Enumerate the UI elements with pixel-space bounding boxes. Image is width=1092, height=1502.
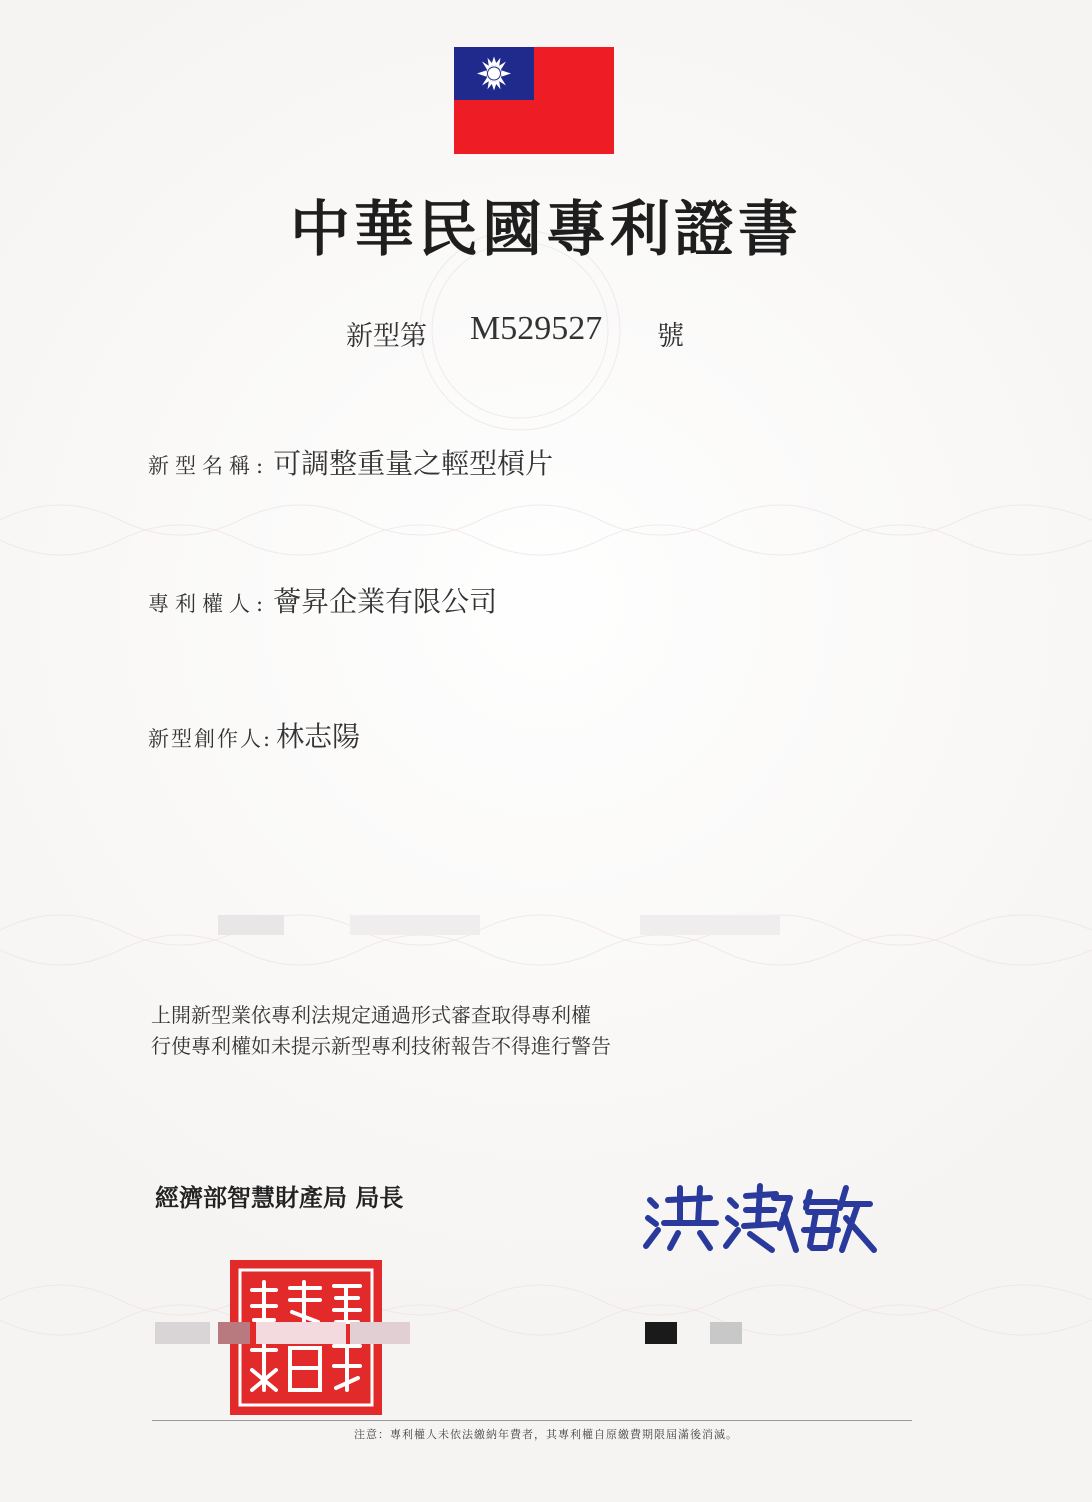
field-creator [148,715,360,755]
field-label: 專利權人: [148,592,270,616]
field-label: 新型創作人: [148,727,273,751]
field-patentee [148,580,497,620]
notice-line-1: 上開新型業依專利法規定通過形式審查取得專利權 [151,1003,591,1027]
patent-number: M529527 [470,310,603,347]
certificate-title: 中華民國專利證書 [290,195,802,265]
redacted-area [645,1322,677,1344]
certificate-number-line [0,310,1092,354]
roc-flag [454,47,614,154]
notice-line-2: 行使專利權如未提示新型專利技術報告不得進行警告 [151,1034,611,1058]
sun-icon [454,47,534,100]
redacted-area [350,1322,410,1344]
redacted-area [218,915,284,935]
field-label: 新型名稱: [148,454,270,478]
redacted-area [640,915,780,935]
number-prefix: 新型第 [346,321,427,352]
redacted-area [350,915,480,935]
legal-notice [151,1000,611,1062]
redacted-area [710,1322,742,1344]
number-suffix: 號 [657,321,684,352]
redacted-area [218,1322,250,1344]
field-value: 薈昇企業有限公司 [273,585,498,618]
field-utility-model-name [148,442,553,482]
field-value: 可調整重量之輕型槓片 [273,447,554,480]
redacted-area [256,1322,346,1344]
footer-divider [152,1420,912,1421]
redacted-area [155,1322,210,1344]
field-value: 林志陽 [276,720,361,753]
footer-note: 注意：專利權人未依法繳納年費者，其專利權自原繳費期限屆滿後消滅。 [354,1428,738,1441]
issuer-title: 經濟部智慧財產局 局長 [155,1183,404,1212]
handwritten-signature [640,1178,880,1258]
